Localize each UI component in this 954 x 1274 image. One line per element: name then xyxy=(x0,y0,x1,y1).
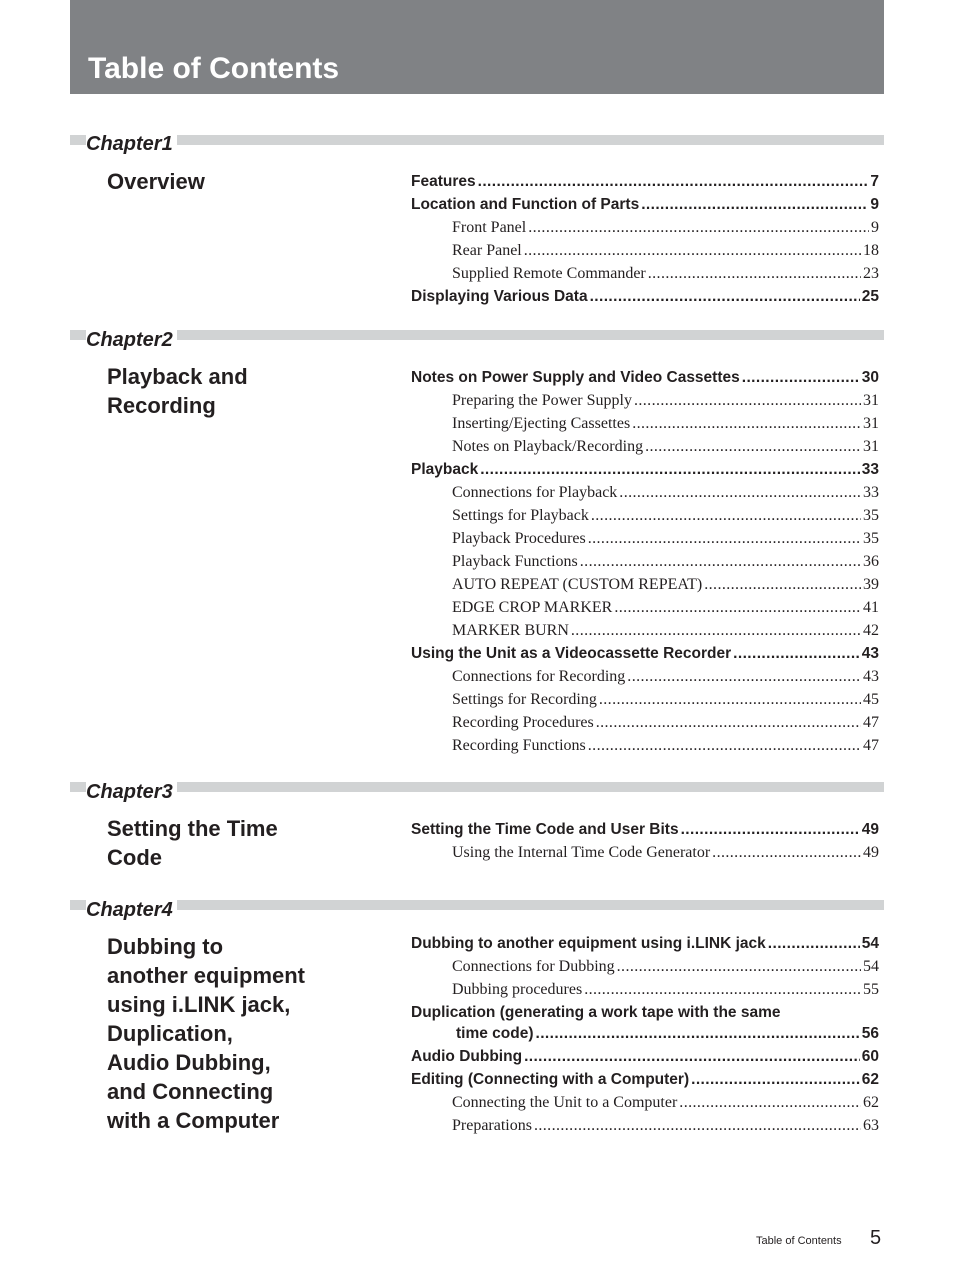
chapter-title-line: another equipment xyxy=(107,963,306,988)
toc-entry-subsection[interactable] xyxy=(452,438,879,458)
leader-dots xyxy=(632,415,861,433)
entry-text: EDGE CROP MARKER xyxy=(452,599,613,616)
entry-page: 31 xyxy=(863,438,879,455)
entry-page: 33 xyxy=(863,484,879,501)
chapter-divider xyxy=(70,782,884,792)
chapter-title-line: Recording xyxy=(107,393,216,418)
chapter-divider xyxy=(70,135,884,145)
entry-page: 56 xyxy=(861,1025,879,1042)
entry-text: Connecting the Unit to a Computer xyxy=(452,1094,678,1111)
toc-entry-subsection[interactable] xyxy=(452,844,879,864)
chapter-divider xyxy=(70,330,884,340)
entry-text: Connections for Dubbing xyxy=(452,958,615,975)
entry-text: Location and Function of Parts xyxy=(411,196,640,213)
entry-text: Editing (Connecting with a Computer) xyxy=(411,1071,690,1088)
entry-page: 43 xyxy=(861,645,879,662)
leader-dots xyxy=(524,242,861,260)
chapter-title-line: with a Computer xyxy=(107,1108,280,1133)
leader-dots xyxy=(590,288,860,306)
chapter-label: Chapter3 xyxy=(86,781,177,803)
entry-page: 63 xyxy=(863,1117,879,1134)
toc-entry-subsection[interactable] xyxy=(452,1117,879,1137)
entry-text: Inserting/Ejecting Cassettes xyxy=(452,415,631,432)
leader-dots xyxy=(534,1117,861,1135)
entry-page: 39 xyxy=(863,576,879,593)
leader-dots xyxy=(591,507,861,525)
leader-dots xyxy=(733,645,860,663)
leader-dots xyxy=(580,553,861,571)
toc-entry-subsection[interactable] xyxy=(452,507,879,527)
entry-text: Connections for Playback xyxy=(452,484,618,501)
leader-dots xyxy=(599,691,861,709)
chapter-title xyxy=(107,362,367,420)
entry-text: Recording Procedures xyxy=(452,714,594,731)
entry-text: AUTO REPEAT (CUSTOM REPEAT) xyxy=(452,576,703,593)
entry-text: time code) xyxy=(456,1025,534,1042)
entry-page: 60 xyxy=(861,1048,879,1065)
entry-text: Connections for Recording xyxy=(452,668,626,685)
toc-entry-subsection[interactable] xyxy=(452,981,879,1001)
leader-dots xyxy=(584,981,861,999)
entry-text: Playback xyxy=(411,461,479,478)
entry-text: Dubbing to another equipment using i.LINK jack xyxy=(411,935,766,952)
entry-page: 18 xyxy=(863,242,879,259)
toc-entry-subsection[interactable] xyxy=(452,691,879,711)
entry-page: 47 xyxy=(863,737,879,754)
toc-entry-subsection[interactable] xyxy=(452,576,879,596)
chapter-label: Chapter4 xyxy=(86,899,177,921)
leader-dots xyxy=(619,484,861,502)
chapter-title-line: Playback and xyxy=(107,364,248,389)
entry-text: Setting the Time Code and User Bits xyxy=(411,821,679,838)
chapter-divider xyxy=(70,900,884,910)
leader-dots xyxy=(588,530,861,548)
leader-dots xyxy=(634,392,861,410)
toc-entry-section[interactable] xyxy=(411,369,879,389)
entry-text: Using the Internal Time Code Generator xyxy=(452,844,711,861)
toc-entry-subsection[interactable] xyxy=(452,265,879,285)
entry-text: Using the Unit as a Videocassette Recorder xyxy=(411,645,732,662)
entry-page: 45 xyxy=(863,691,879,708)
entry-text: MARKER BURN xyxy=(452,622,569,639)
toc-entry-subsection[interactable] xyxy=(452,553,879,573)
entry-page: 54 xyxy=(861,935,879,952)
leader-dots xyxy=(480,461,860,479)
chapter-title-line: Dubbing to xyxy=(107,934,224,959)
entry-text: Settings for Playback xyxy=(452,507,589,524)
entry-text: Playback Procedures xyxy=(452,530,586,547)
toc-entry-section[interactable] xyxy=(411,1071,879,1091)
leader-dots xyxy=(645,438,861,456)
chapter-title xyxy=(107,814,367,872)
leader-dots xyxy=(679,1094,861,1112)
leader-dots xyxy=(536,1025,860,1043)
toc-entry-section[interactable] xyxy=(456,1025,879,1045)
toc-entry-section[interactable] xyxy=(411,821,879,841)
entry-page: 41 xyxy=(863,599,879,616)
footer-label: Table of Contents xyxy=(756,1235,842,1247)
toc-entry-subsection[interactable] xyxy=(452,1094,879,1114)
toc-entry-section[interactable] xyxy=(411,645,879,665)
toc-entry-section[interactable] xyxy=(411,935,879,955)
leader-dots xyxy=(524,1048,860,1066)
leader-dots xyxy=(627,668,861,686)
toc-entry-section[interactable] xyxy=(411,1048,879,1068)
toc-entry-section[interactable] xyxy=(411,196,879,216)
entry-page: 31 xyxy=(863,392,879,409)
toc-entry-subsection[interactable] xyxy=(452,530,879,550)
leader-dots xyxy=(648,265,861,283)
leader-dots xyxy=(681,821,860,839)
entry-page: 47 xyxy=(863,714,879,731)
entry-page: 55 xyxy=(863,981,879,998)
chapter-title-line: Duplication, xyxy=(107,1021,233,1046)
entry-page: 42 xyxy=(863,622,879,639)
leader-dots xyxy=(588,737,861,755)
entry-text: Settings for Recording xyxy=(452,691,597,708)
entry-text: Preparing the Power Supply xyxy=(452,392,632,409)
leader-dots xyxy=(617,958,861,976)
entry-page: 23 xyxy=(863,265,879,282)
leader-dots xyxy=(528,219,869,237)
entry-text: Recording Functions xyxy=(452,737,586,754)
toc-entry-subsection[interactable] xyxy=(452,622,879,642)
chapter-title-line: Code xyxy=(107,845,162,870)
entry-page: 33 xyxy=(861,461,879,478)
chapter-title-line: and Connecting xyxy=(107,1079,274,1104)
leader-dots xyxy=(596,714,861,732)
entry-page: 62 xyxy=(863,1094,879,1111)
entry-page: 49 xyxy=(861,821,879,838)
page-header xyxy=(70,0,884,94)
chapter-title-line: using i.LINK jack, xyxy=(107,992,291,1017)
toc-entry-subsection[interactable] xyxy=(452,958,879,978)
leader-dots xyxy=(571,622,861,640)
toc-entry-subsection[interactable] xyxy=(452,415,879,435)
entry-page: 62 xyxy=(861,1071,879,1088)
leader-dots xyxy=(614,599,861,617)
chapter-title xyxy=(107,167,367,196)
entry-page: 30 xyxy=(861,369,879,386)
page-title: Table of Contents xyxy=(88,52,340,85)
toc-entry-subsection[interactable] xyxy=(452,392,879,412)
entry-page: 31 xyxy=(863,415,879,432)
entry-page: 35 xyxy=(863,530,879,547)
leader-dots xyxy=(704,576,861,594)
entry-page: 35 xyxy=(863,507,879,524)
toc-entry-subsection[interactable] xyxy=(452,242,879,262)
toc-entry-subsection[interactable] xyxy=(452,484,879,504)
chapter-title-line: Setting the Time xyxy=(107,816,278,841)
entry-text: Features xyxy=(411,173,476,190)
toc-entry-subsection[interactable] xyxy=(452,668,879,688)
entry-text: Rear Panel xyxy=(452,242,522,259)
entry-page: 36 xyxy=(863,553,879,570)
toc-entry-section[interactable] xyxy=(411,288,879,308)
entry-text: Front Panel xyxy=(452,219,527,236)
entry-text: Notes on Power Supply and Video Cassettes xyxy=(411,369,740,386)
entry-page: 7 xyxy=(870,173,879,190)
entry-page: 9 xyxy=(870,196,879,213)
footer-page-number: 5 xyxy=(870,1227,882,1249)
entry-page: 9 xyxy=(871,219,879,236)
toc-entry-section[interactable] xyxy=(411,173,879,193)
chapter-title-line: Overview xyxy=(107,169,205,194)
leader-dots xyxy=(478,173,869,191)
entry-text: Notes on Playback/Recording xyxy=(452,438,644,455)
entry-text: Preparations xyxy=(452,1117,532,1134)
toc-entry-subsection[interactable] xyxy=(452,599,879,619)
toc-entry-subsection[interactable] xyxy=(452,219,879,239)
chapter-title-line: Audio Dubbing, xyxy=(107,1050,271,1075)
chapter-label: Chapter2 xyxy=(86,329,177,351)
chapter-label: Chapter1 xyxy=(86,133,177,155)
toc-entry-section[interactable] xyxy=(411,461,879,481)
chapter-title xyxy=(107,932,367,1135)
entry-text: Supplied Remote Commander xyxy=(452,265,646,282)
entry-page: 43 xyxy=(863,668,879,685)
entry-text: Dubbing procedures xyxy=(452,981,583,998)
entry-text: Displaying Various Data xyxy=(411,288,588,305)
entry-page: 49 xyxy=(863,844,879,861)
leader-dots xyxy=(691,1071,860,1089)
entry-page: 54 xyxy=(863,958,879,975)
leader-dots xyxy=(641,196,868,214)
toc-entry-subsection[interactable] xyxy=(452,737,879,757)
leader-dots xyxy=(712,844,861,862)
entry-text: Playback Functions xyxy=(452,553,578,570)
toc-entry-section-line1[interactable]: Duplication (generating a work tape with the same xyxy=(411,1004,781,1021)
entry-page: 25 xyxy=(861,288,879,305)
entry-text: Audio Dubbing xyxy=(411,1048,523,1065)
toc-entry-subsection[interactable] xyxy=(452,714,879,734)
leader-dots xyxy=(768,935,860,953)
leader-dots xyxy=(742,369,860,387)
